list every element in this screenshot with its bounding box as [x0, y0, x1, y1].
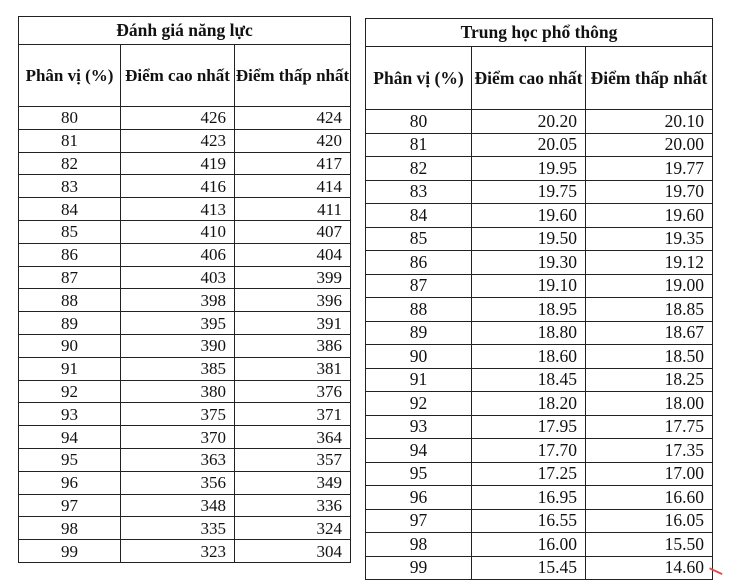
table-row: [366, 345, 713, 369]
thpt-table: [365, 18, 713, 580]
percentile-cell: 86: [366, 251, 472, 275]
max-score-cell: 16.00: [472, 533, 586, 557]
min-score-cell: 417: [235, 152, 351, 175]
percentile-cell: 85: [366, 227, 472, 251]
table-row: [366, 157, 713, 181]
max-score-cell: 419: [121, 152, 235, 175]
thpt-table-body: [366, 110, 713, 580]
percentile-cell: 87: [366, 274, 472, 298]
max-score-cell: 19.30: [472, 251, 586, 275]
min-score-cell: 18.25: [586, 368, 713, 392]
percentile-cell: 80: [366, 110, 472, 134]
max-score-cell: 406: [121, 243, 235, 266]
max-score-cell: 19.95: [472, 157, 586, 181]
max-score-cell: 395: [121, 312, 235, 335]
dgnl-header-percentile: Phân vị (%): [19, 45, 121, 107]
percentile-cell: 92: [19, 380, 121, 403]
max-score-cell: 413: [121, 198, 235, 221]
table-row: [19, 243, 351, 266]
table-row: [19, 107, 351, 130]
table-row: [366, 227, 713, 251]
max-score-cell: 403: [121, 266, 235, 289]
max-score-cell: 385: [121, 357, 235, 380]
min-score-cell: 391: [235, 312, 351, 335]
dgnl-header-max: Điểm cao nhất: [121, 45, 235, 107]
min-score-cell: 399: [235, 266, 351, 289]
min-score-cell: 364: [235, 426, 351, 449]
max-score-cell: 16.55: [472, 509, 586, 533]
table-row: [366, 462, 713, 486]
max-score-cell: 17.25: [472, 462, 586, 486]
dgnl-header-min: Điểm thấp nhất: [235, 45, 351, 107]
min-score-cell: 357: [235, 448, 351, 471]
percentile-cell: 84: [19, 198, 121, 221]
percentile-cell: 92: [366, 392, 472, 416]
min-score-cell: 381: [235, 357, 351, 380]
percentile-cell: 80: [19, 107, 121, 130]
min-score-cell: 411: [235, 198, 351, 221]
table-row: [366, 556, 713, 580]
percentile-cell: 96: [366, 486, 472, 510]
table-row: [366, 274, 713, 298]
min-score-cell: 19.12: [586, 251, 713, 275]
table-row: [19, 312, 351, 335]
max-score-cell: 18.20: [472, 392, 586, 416]
max-score-cell: 17.70: [472, 439, 586, 463]
min-score-cell: 424: [235, 107, 351, 130]
min-score-cell: 376: [235, 380, 351, 403]
table-row: [366, 133, 713, 157]
dgnl-table: [18, 16, 351, 563]
max-score-cell: 410: [121, 220, 235, 243]
min-score-cell: 19.77: [586, 157, 713, 181]
min-score-cell: 420: [235, 129, 351, 152]
thpt-header-max: Điểm cao nhất: [472, 47, 586, 110]
percentile-cell: 88: [19, 289, 121, 312]
table-row: [366, 204, 713, 228]
percentile-cell: 99: [19, 540, 121, 563]
max-score-cell: 423: [121, 129, 235, 152]
percentile-cell: 98: [366, 533, 472, 557]
percentile-cell: 94: [366, 439, 472, 463]
min-score-cell: 386: [235, 334, 351, 357]
max-score-cell: 416: [121, 175, 235, 198]
percentile-cell: 93: [19, 403, 121, 426]
min-score-cell: 404: [235, 243, 351, 266]
percentile-cell: 83: [19, 175, 121, 198]
min-score-cell: 18.00: [586, 392, 713, 416]
table-row: [19, 220, 351, 243]
table-row: [19, 426, 351, 449]
percentile-cell: 85: [19, 220, 121, 243]
percentile-cell: 89: [366, 321, 472, 345]
max-score-cell: 348: [121, 494, 235, 517]
min-score-cell: 15.50: [586, 533, 713, 557]
percentile-cell: 83: [366, 180, 472, 204]
table-row: [19, 494, 351, 517]
max-score-cell: 18.60: [472, 345, 586, 369]
percentile-cell: 87: [19, 266, 121, 289]
max-score-cell: 390: [121, 334, 235, 357]
percentile-cell: 90: [366, 345, 472, 369]
table-row: [366, 110, 713, 134]
min-score-cell: 336: [235, 494, 351, 517]
max-score-cell: 16.95: [472, 486, 586, 510]
percentile-cell: 94: [19, 426, 121, 449]
percentile-cell: 81: [19, 129, 121, 152]
thpt-title: Trung học phổ thông: [366, 19, 713, 47]
table-row: [366, 509, 713, 533]
table-row: [19, 175, 351, 198]
percentile-cell: 81: [366, 133, 472, 157]
percentile-cell: 97: [19, 494, 121, 517]
min-score-cell: 18.67: [586, 321, 713, 345]
max-score-cell: 15.45: [472, 556, 586, 580]
table-row: [366, 392, 713, 416]
table-row: [366, 368, 713, 392]
max-score-cell: 17.95: [472, 415, 586, 439]
table-row: [19, 380, 351, 403]
min-score-cell: 19.35: [586, 227, 713, 251]
min-score-cell: 396: [235, 289, 351, 312]
percentile-cell: 98: [19, 517, 121, 540]
table-row: [19, 152, 351, 175]
min-score-cell: 304: [235, 540, 351, 563]
table-row: [366, 439, 713, 463]
table-row: [19, 266, 351, 289]
percentile-cell: 89: [19, 312, 121, 335]
percentile-cell: 93: [366, 415, 472, 439]
max-score-cell: 323: [121, 540, 235, 563]
max-score-cell: 19.75: [472, 180, 586, 204]
table-row: [366, 180, 713, 204]
max-score-cell: 18.45: [472, 368, 586, 392]
min-score-cell: 18.85: [586, 298, 713, 322]
table-row: [366, 321, 713, 345]
table-row: [19, 448, 351, 471]
table-row: [19, 198, 351, 221]
min-score-cell: 17.00: [586, 462, 713, 486]
max-score-cell: 380: [121, 380, 235, 403]
percentile-cell: 91: [366, 368, 472, 392]
min-score-cell: 14.60: [586, 556, 713, 580]
table-row: [19, 540, 351, 563]
table-row: [19, 334, 351, 357]
percentile-cell: 95: [19, 448, 121, 471]
percentile-cell: 95: [366, 462, 472, 486]
percentile-cell: 99: [366, 556, 472, 580]
max-score-cell: 18.95: [472, 298, 586, 322]
percentile-cell: 96: [19, 471, 121, 494]
max-score-cell: 20.05: [472, 133, 586, 157]
max-score-cell: 370: [121, 426, 235, 449]
min-score-cell: 19.60: [586, 204, 713, 228]
max-score-cell: 356: [121, 471, 235, 494]
percentile-cell: 86: [19, 243, 121, 266]
max-score-cell: 19.60: [472, 204, 586, 228]
table-row: [19, 403, 351, 426]
table-row: [366, 533, 713, 557]
table-row: [19, 357, 351, 380]
table-row: [366, 415, 713, 439]
min-score-cell: 414: [235, 175, 351, 198]
max-score-cell: 375: [121, 403, 235, 426]
min-score-cell: 19.00: [586, 274, 713, 298]
table-row: [366, 251, 713, 275]
min-score-cell: 324: [235, 517, 351, 540]
percentile-cell: 84: [366, 204, 472, 228]
min-score-cell: 20.00: [586, 133, 713, 157]
table-row: [19, 517, 351, 540]
min-score-cell: 349: [235, 471, 351, 494]
dgnl-title: Đánh giá năng lực: [19, 17, 351, 45]
min-score-cell: 371: [235, 403, 351, 426]
thpt-header-percentile: Phân vị (%): [366, 47, 472, 110]
max-score-cell: 335: [121, 517, 235, 540]
dgnl-table-body: [19, 107, 351, 563]
table-row: [366, 298, 713, 322]
min-score-cell: 20.10: [586, 110, 713, 134]
min-score-cell: 18.50: [586, 345, 713, 369]
table-row: [19, 129, 351, 152]
percentile-cell: 90: [19, 334, 121, 357]
max-score-cell: 19.10: [472, 274, 586, 298]
min-score-cell: 16.60: [586, 486, 713, 510]
max-score-cell: 19.50: [472, 227, 586, 251]
min-score-cell: 19.70: [586, 180, 713, 204]
thpt-header-min: Điểm thấp nhất: [586, 47, 713, 110]
min-score-cell: 17.75: [586, 415, 713, 439]
max-score-cell: 398: [121, 289, 235, 312]
max-score-cell: 363: [121, 448, 235, 471]
table-row: [19, 289, 351, 312]
percentile-cell: 82: [366, 157, 472, 181]
min-score-cell: 16.05: [586, 509, 713, 533]
min-score-cell: 17.35: [586, 439, 713, 463]
percentile-cell: 82: [19, 152, 121, 175]
table-row: [19, 471, 351, 494]
percentile-cell: 97: [366, 509, 472, 533]
max-score-cell: 426: [121, 107, 235, 130]
max-score-cell: 20.20: [472, 110, 586, 134]
percentile-cell: 88: [366, 298, 472, 322]
min-score-cell: 407: [235, 220, 351, 243]
percentile-cell: 91: [19, 357, 121, 380]
table-row: [366, 486, 713, 510]
max-score-cell: 18.80: [472, 321, 586, 345]
